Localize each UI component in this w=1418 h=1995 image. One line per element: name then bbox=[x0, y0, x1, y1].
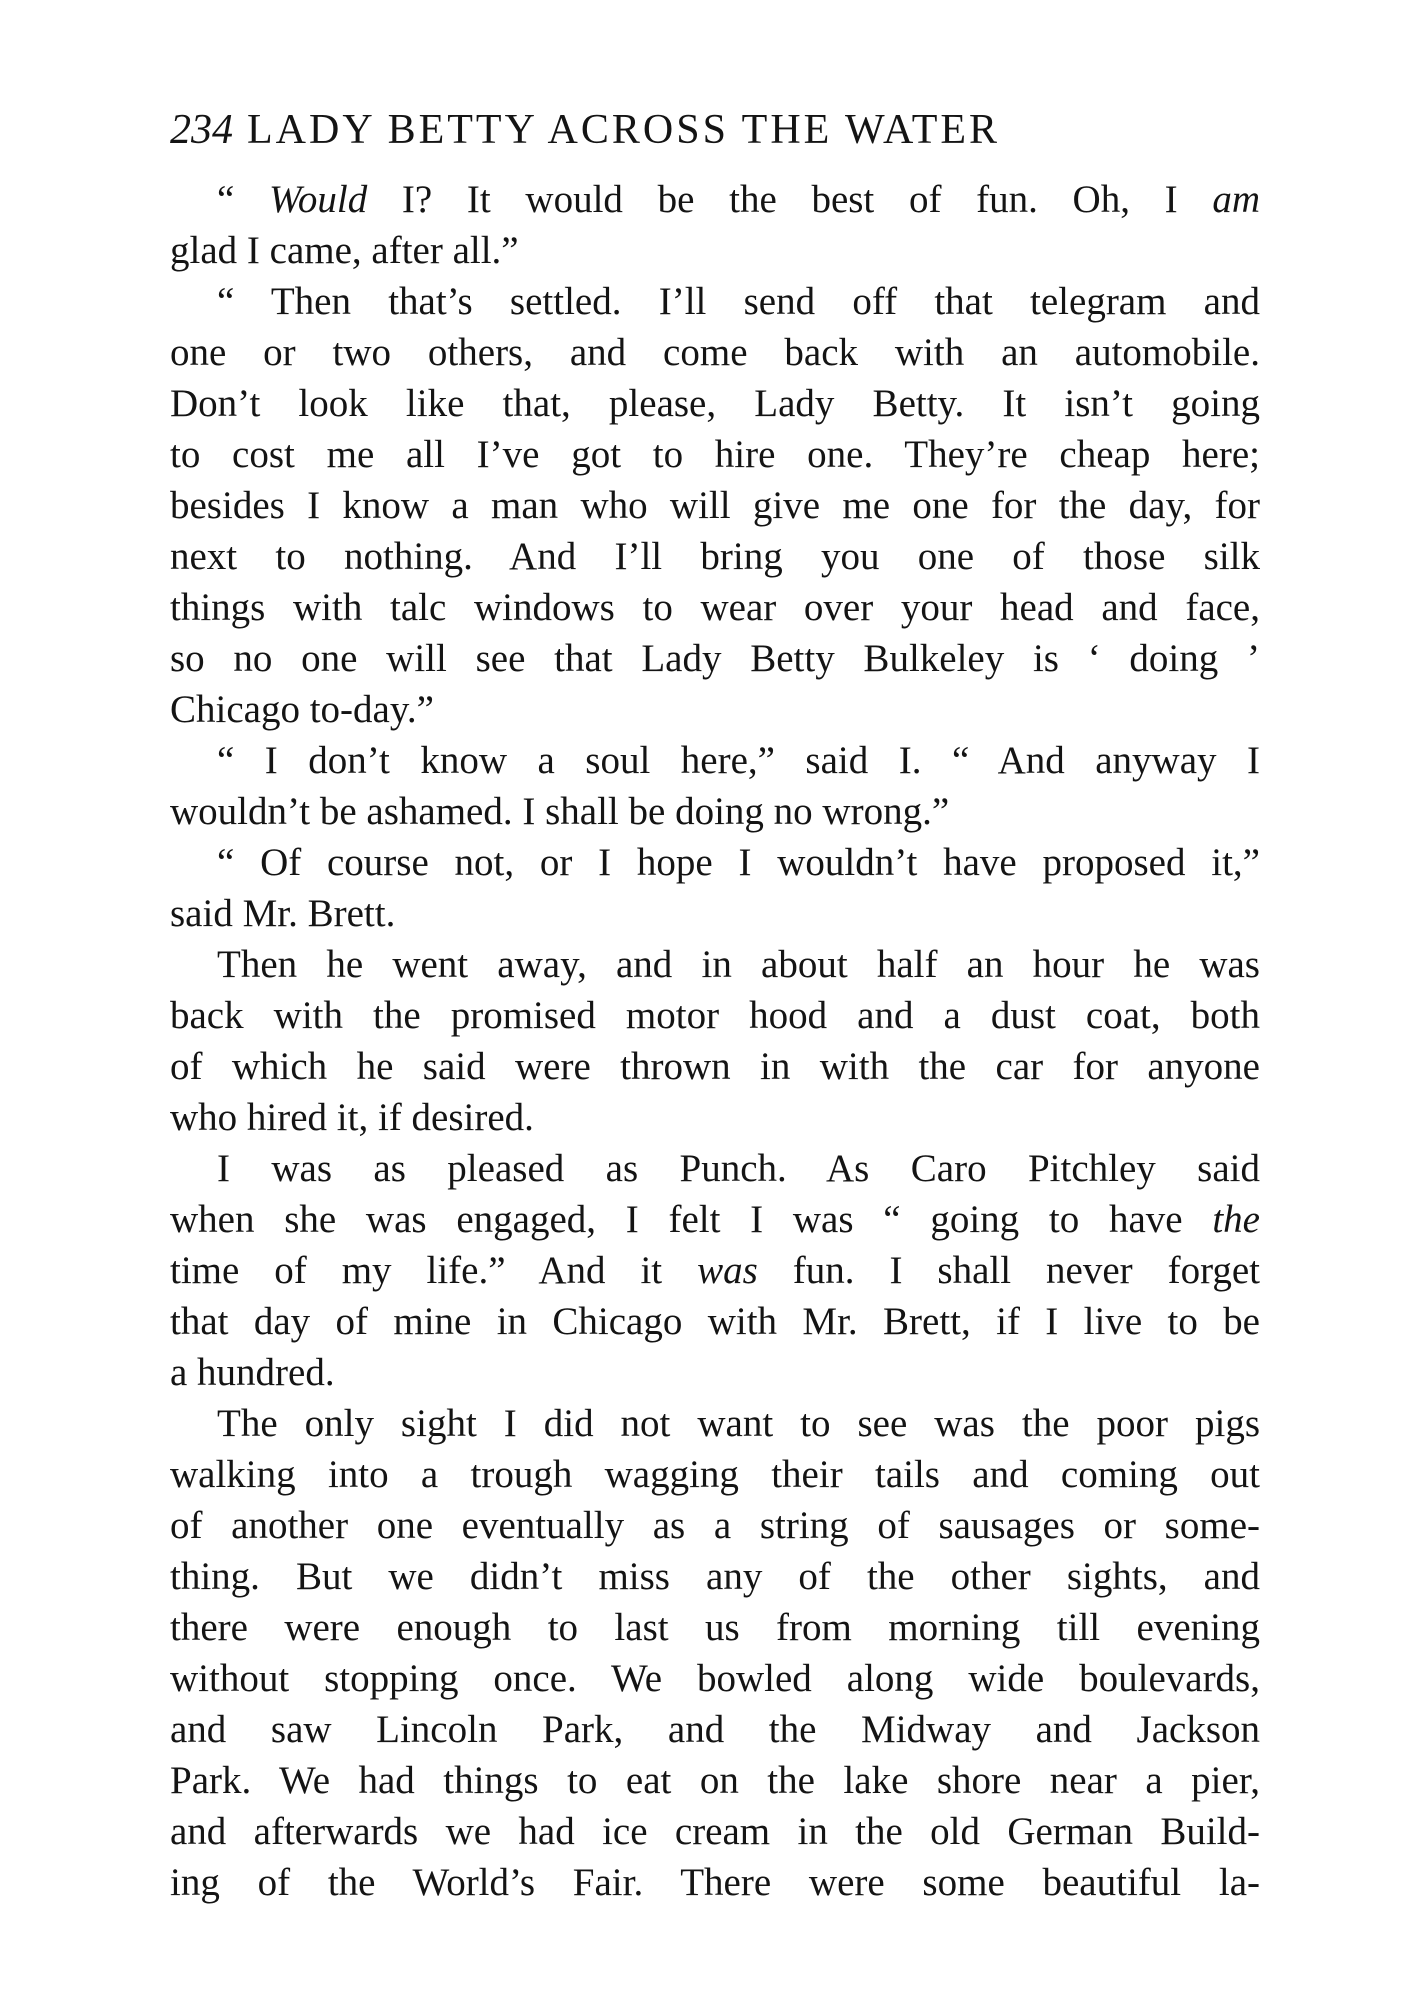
paragraph-line bbox=[170, 990, 1260, 1041]
paragraph-line bbox=[170, 1347, 1260, 1398]
text-run: when she was engaged, I felt I was “ going to have bbox=[170, 1198, 1213, 1241]
italic-text: the bbox=[1212, 1198, 1260, 1241]
text-run: wouldn’t be ashamed. I shall be doing no wrong.” bbox=[170, 790, 950, 833]
text-run: “ Of course not, or I hope I wouldn’t have proposed it,” bbox=[217, 841, 1260, 884]
paragraph-line bbox=[170, 1398, 1260, 1449]
text-run: thing. But we didn’t miss any of the other sights, and bbox=[170, 1555, 1260, 1598]
paragraph-line bbox=[170, 225, 1260, 276]
paragraph-line bbox=[170, 837, 1260, 888]
text-run: of which he said were thrown in with the car for anyone bbox=[170, 1045, 1260, 1088]
text-run: and afterwards we had ice cream in the old German Build- bbox=[170, 1810, 1260, 1853]
text-run: “ bbox=[217, 178, 269, 221]
italic-text: Would bbox=[269, 178, 368, 221]
italic-text: was bbox=[697, 1249, 758, 1292]
text-run: “ Then that’s settled. I’ll send off that telegram and bbox=[217, 280, 1260, 323]
text-run: besides I know a man who will give me one for the day, for bbox=[170, 484, 1260, 527]
text-run: without stopping once. We bowled along wide boulevards, bbox=[170, 1657, 1260, 1700]
paragraph-line bbox=[170, 582, 1260, 633]
text-run: Don’t look like that, please, Lady Betty. It isn’t going bbox=[170, 382, 1260, 425]
text-run: to cost me all I’ve got to hire one. They’re cheap here; bbox=[170, 433, 1260, 476]
running-title: LADY BETTY ACROSS THE WATER bbox=[247, 107, 1001, 153]
paragraph-line bbox=[170, 531, 1260, 582]
text-run: Chicago to-day.” bbox=[170, 688, 434, 731]
paragraph-line bbox=[170, 327, 1260, 378]
text-run: fun. I shall never forget bbox=[757, 1249, 1261, 1292]
text-run: who hired it, if desired. bbox=[170, 1096, 534, 1139]
body-text bbox=[170, 174, 1260, 1908]
text-run: I was as pleased as Punch. As Caro Pitchley said bbox=[217, 1147, 1260, 1190]
text-run: next to nothing. And I’ll bring you one of those silk bbox=[170, 535, 1260, 578]
italic-text: am bbox=[1212, 178, 1260, 221]
paragraph-line bbox=[170, 480, 1260, 531]
text-run: “ I don’t know a soul here,” said I. “ And anyway I bbox=[217, 739, 1260, 782]
text-run: glad I came, after all.” bbox=[170, 229, 519, 272]
paragraph-line bbox=[170, 1194, 1260, 1245]
text-run: The only sight I did not want to see was the poor pigs bbox=[217, 1402, 1260, 1445]
paragraph-line bbox=[170, 1500, 1260, 1551]
paragraph-line bbox=[170, 888, 1260, 939]
text-run: ing of the World’s Fair. There were some beautiful la- bbox=[170, 1861, 1260, 1904]
paragraph-line bbox=[170, 1143, 1260, 1194]
running-head bbox=[170, 100, 1260, 160]
paragraph-line bbox=[170, 786, 1260, 837]
paragraph-line bbox=[170, 1704, 1260, 1755]
text-run: back with the promised motor hood and a dust coat, both bbox=[170, 994, 1260, 1037]
text-run: Park. We had things to eat on the lake shore near a pier, bbox=[170, 1759, 1260, 1802]
text-run: that day of mine in Chicago with Mr. Brett, if I live to be bbox=[170, 1300, 1260, 1343]
text-run: things with talc windows to wear over your head and face, bbox=[170, 586, 1260, 629]
text-run: a hundred. bbox=[170, 1351, 335, 1394]
text-run: Then he went away, and in about half an hour he was bbox=[217, 943, 1260, 986]
text-run: there were enough to last us from morning till evening bbox=[170, 1606, 1260, 1649]
paragraph-line bbox=[170, 939, 1260, 990]
paragraph-line bbox=[170, 1857, 1260, 1908]
page-number: 234 bbox=[170, 107, 233, 153]
paragraph-line bbox=[170, 1041, 1260, 1092]
paragraph-line bbox=[170, 1092, 1260, 1143]
paragraph-line bbox=[170, 684, 1260, 735]
text-run: I? It would be the best of fun. Oh, I bbox=[367, 178, 1213, 221]
paragraph-line bbox=[170, 429, 1260, 480]
paragraph-line bbox=[170, 633, 1260, 684]
paragraph-line bbox=[170, 1551, 1260, 1602]
paragraph-line bbox=[170, 1806, 1260, 1857]
text-run: of another one eventually as a string of sausages or some- bbox=[170, 1504, 1260, 1547]
text-run: and saw Lincoln Park, and the Midway and Jackson bbox=[170, 1708, 1260, 1751]
text-run: time of my life.” And it bbox=[170, 1249, 698, 1292]
text-run: one or two others, and come back with an automobile. bbox=[170, 331, 1260, 374]
paragraph-line bbox=[170, 1755, 1260, 1806]
paragraph-line bbox=[170, 735, 1260, 786]
paragraph-line bbox=[170, 1653, 1260, 1704]
paragraph-line bbox=[170, 1449, 1260, 1500]
paragraph-line bbox=[170, 1245, 1260, 1296]
paragraph-line bbox=[170, 1296, 1260, 1347]
paragraph-line bbox=[170, 378, 1260, 429]
text-run: walking into a trough wagging their tails and coming out bbox=[170, 1453, 1260, 1496]
paragraph-line bbox=[170, 1602, 1260, 1653]
text-run: said Mr. Brett. bbox=[170, 892, 396, 935]
paragraph-line bbox=[170, 276, 1260, 327]
paragraph-line bbox=[170, 174, 1260, 225]
text-run: so no one will see that Lady Betty Bulkeley is ‘ doing ’ bbox=[170, 637, 1260, 680]
